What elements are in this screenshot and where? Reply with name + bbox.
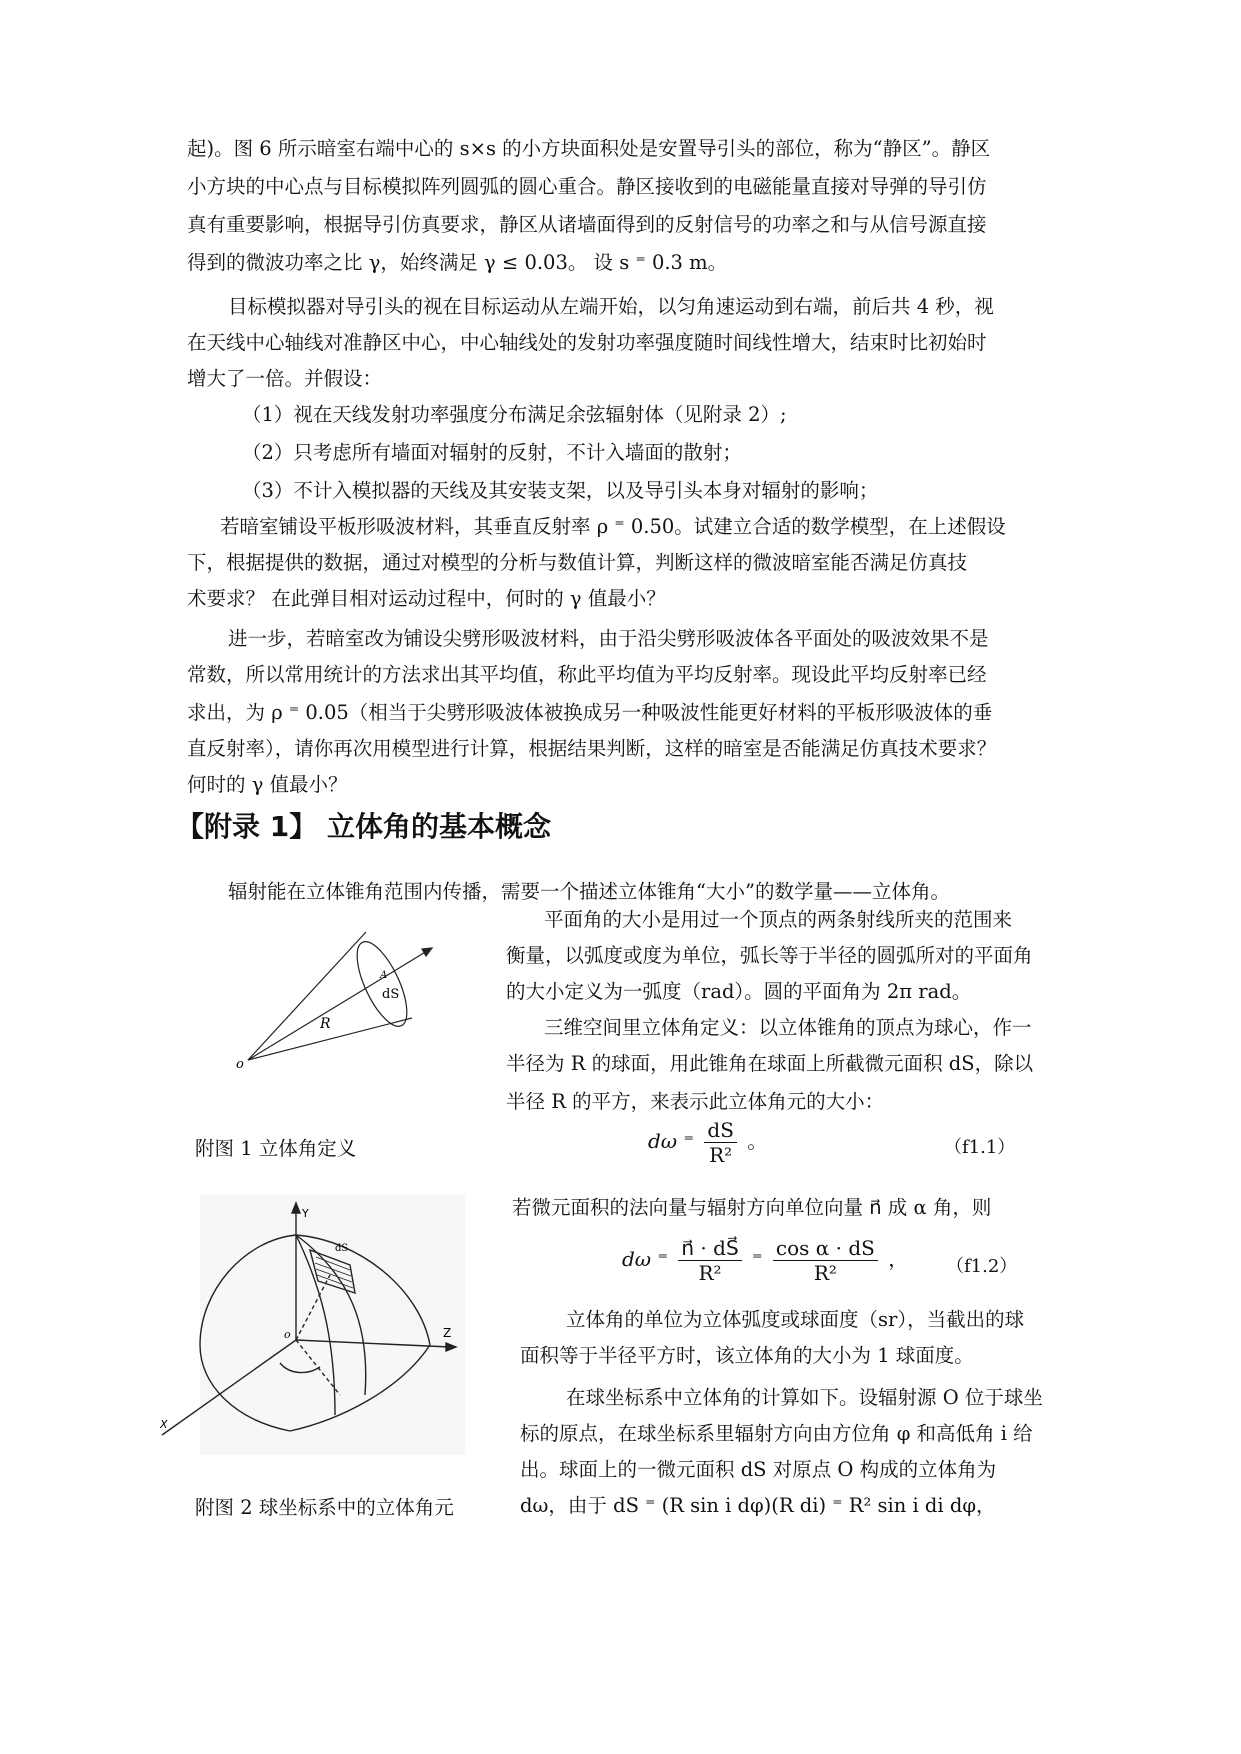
eq-denominator: R² bbox=[709, 1143, 733, 1167]
text-line: 起)。图 6 所示暗室右端中心的 s×s 的小方块面积处是安置导引头的部位，称为“静区”。静区 bbox=[187, 137, 991, 160]
spherical-solid-angle-diagram bbox=[160, 1195, 465, 1477]
text-line: 的大小定义为一弧度（rad）。圆的平面角为 2π rad。 bbox=[506, 980, 972, 1003]
eq-denominator-1: R² bbox=[698, 1261, 722, 1285]
text-line: 求出，为 ρ ⁼ 0.05（相当于尖劈形吸波体被换成另一种吸波性能更好材料的平板形吸波体的垂 bbox=[187, 701, 993, 724]
eq-numerator: dS bbox=[704, 1118, 737, 1143]
solid-angle-cone-diagram bbox=[230, 910, 440, 1080]
text-line: 衡量，以弧度或度为单位，弧长等于半径的圆弧所对的平面角 bbox=[506, 944, 1033, 967]
equation-f1-1 bbox=[648, 1118, 767, 1167]
eq-equals: ⁼ bbox=[752, 1247, 763, 1271]
eq-lhs: dω ⁼ bbox=[622, 1247, 669, 1271]
text-line: 进一步，若暗室改为铺设尖劈形吸波材料，由于沿尖劈形吸波体各平面处的吸波效果不是 bbox=[228, 627, 989, 650]
text-line: 在天线中心轴线对准静区中心，中心轴线处的发射功率强度随时间线性增大，结束时比初始时 bbox=[187, 331, 987, 354]
text-line: 立体角的单位为立体弧度或球面度（sr），当截出的球 bbox=[566, 1308, 1025, 1331]
x-axis-label: X bbox=[160, 1418, 168, 1431]
text-line: 三维空间里立体角定义：以立体锥角的顶点为球心，作一 bbox=[544, 1016, 1032, 1039]
origin-label: o bbox=[236, 1057, 244, 1072]
area-label: dS bbox=[382, 987, 400, 1002]
text-line: 何时的 γ 值最小？ bbox=[187, 773, 348, 796]
eq-numerator-2: cos α · dS bbox=[773, 1236, 878, 1261]
text-line: dω，由于 dS ⁼ (R sin i dφ)(R di) ⁼ R² sin i di dφ， bbox=[520, 1494, 996, 1517]
text-line: 得到的微波功率之比 γ，始终满足 γ ≤ 0.03。 设 s ⁼ 0.3 m。 bbox=[187, 251, 728, 274]
text-line: 常数，所以常用统计的方法求出其平均值，称此平均值为平均反射率。现设此平均反射率已经 bbox=[187, 663, 987, 686]
text-line: 面积等于半径平方时，该立体角的大小为 1 球面度。 bbox=[520, 1344, 974, 1367]
equation-label-f1-1: （f1.1） bbox=[944, 1137, 1016, 1158]
text-line: 下，根据提供的数据，通过对模型的分析与数值计算，判断这样的微波暗室能否满足仿真技 bbox=[187, 551, 968, 574]
figure-spherical-coordinates bbox=[160, 1195, 465, 1481]
radius-label: R bbox=[320, 1016, 331, 1032]
normal-vector-text: 若微元面积的法向量与辐射方向单位向量 n⃗ 成 α 角，则 bbox=[512, 1196, 992, 1219]
appendix-intro: 辐射能在立体锥角范围内传播，需要一个描述立体锥角“大小”的数学量——立体角。 bbox=[228, 880, 950, 903]
text-line: 出。球面上的一微元面积 dS 对原点 O 构成的立体角为 bbox=[520, 1458, 997, 1481]
text-line: 增大了一倍。并假设： bbox=[187, 367, 383, 390]
origin-label: o bbox=[284, 1328, 291, 1341]
list-item: （3）不计入模拟器的天线及其安装支架，以及导引头本身对辐射的影响； bbox=[242, 479, 879, 502]
text-line: 半径 R 的平方，来表示此立体角元的大小： bbox=[506, 1090, 885, 1113]
text-line: 直反射率），请你再次用模型进行计算，根据结果判断，这样的暗室是否能满足仿真技术要求？ bbox=[187, 737, 997, 760]
text-line: 目标模拟器对导引头的视在目标运动从左端开始，以匀角速运动到右端，前后共 4 秒，视 bbox=[228, 295, 994, 318]
text-line: 在球坐标系中立体角的计算如下。设辐射源 O 位于球坐 bbox=[566, 1386, 1043, 1409]
eq-fraction-1 bbox=[678, 1236, 741, 1285]
text-line: 小方块的中心点与目标模拟阵列圆弧的圆心重合。静区接收到的电磁能量直接对导弹的导引仿 bbox=[187, 175, 987, 198]
eq-tail: ， bbox=[888, 1247, 909, 1271]
text-line: 若暗室铺设平板形吸波材料，其垂直反射率 ρ ⁼ 0.50。试建立合适的数学模型，在上述假设 bbox=[220, 515, 1006, 538]
appendix-heading: 【附录 1】 立体角的基本概念 bbox=[176, 810, 551, 843]
eq-fraction bbox=[704, 1118, 737, 1167]
z-axis-label: Z bbox=[443, 1326, 452, 1340]
eq-numerator-1: n⃗ · dS⃗ bbox=[678, 1236, 741, 1261]
figure-solid-angle-definition bbox=[230, 910, 440, 1084]
text-line: 真有重要影响，根据导引仿真要求，静区从诸墙面得到的反射信号的功率之和与从信号源直接 bbox=[187, 213, 987, 236]
figure-1-caption: 附图 1 立体角定义 bbox=[195, 1137, 357, 1160]
eq-denominator-2: R² bbox=[813, 1261, 837, 1285]
point-label: A bbox=[380, 970, 388, 981]
y-axis-label: Y bbox=[302, 1207, 309, 1220]
area-label: dS bbox=[335, 1243, 349, 1254]
eq-tail: 。 bbox=[747, 1129, 768, 1153]
text-line: 半径为 R 的球面，用此锥角在球面上所截微元面积 dS，除以 bbox=[506, 1052, 1034, 1075]
list-item: （1）视在天线发射功率强度分布满足余弦辐射体（见附录 2）; bbox=[242, 403, 787, 426]
figure-2-caption: 附图 2 球坐标系中的立体角元 bbox=[195, 1496, 454, 1519]
eq-lhs: dω ⁼ bbox=[648, 1129, 695, 1153]
text-line: 术要求？ 在此弹目相对运动过程中，何时的 γ 值最小？ bbox=[187, 587, 666, 610]
list-item: （2）只考虑所有墙面对辐射的反射，不计入墙面的散射； bbox=[242, 441, 742, 464]
text-line: 标的原点，在球坐标系里辐射方向由方位角 φ 和高低角 i 给 bbox=[520, 1422, 1033, 1445]
equation-label-f1-2: （f1.2） bbox=[946, 1256, 1018, 1277]
text-line: 平面角的大小是用过一个顶点的两条射线所夹的范围来 bbox=[544, 908, 1013, 931]
equation-f1-2 bbox=[622, 1236, 908, 1285]
eq-fraction-2 bbox=[773, 1236, 878, 1285]
